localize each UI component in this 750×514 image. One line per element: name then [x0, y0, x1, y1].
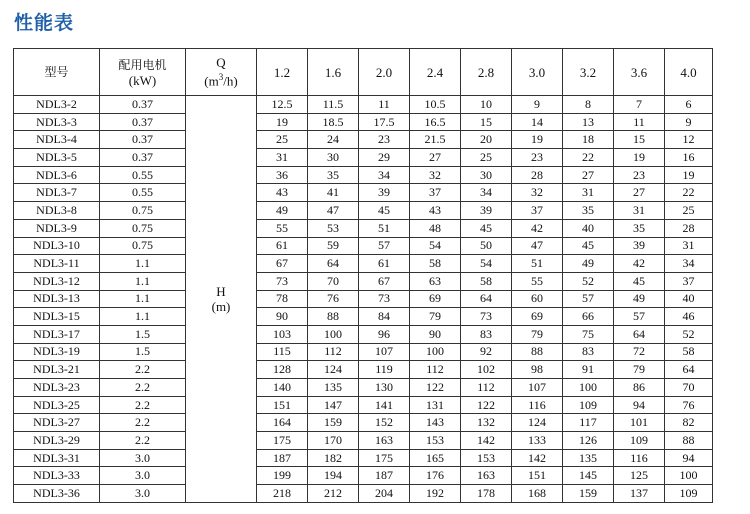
- table-row: [14, 325, 713, 343]
- head-label-cell: [186, 96, 257, 503]
- head-value-cell: 19: [257, 113, 308, 131]
- head-value-cell: 145: [563, 467, 614, 485]
- flow-value-header: 2.8: [461, 49, 512, 96]
- head-value-cell: 100: [308, 325, 359, 343]
- head-value-cell: 140: [257, 379, 308, 397]
- head-value-cell: 57: [614, 308, 665, 326]
- head-value-cell: 94: [614, 396, 665, 414]
- motor-power-cell: 3.0: [100, 485, 186, 503]
- head-value-cell: 49: [563, 255, 614, 273]
- head-value-cell: 32: [512, 184, 563, 202]
- head-value-cell: 35: [563, 202, 614, 220]
- head-value-cell: 7: [614, 96, 665, 114]
- model-cell: NDL3-11: [14, 255, 100, 273]
- motor-power-cell: 1.1: [100, 308, 186, 326]
- head-value-cell: 54: [410, 237, 461, 255]
- head-value-cell: 67: [359, 272, 410, 290]
- model-cell: NDL3-23: [14, 379, 100, 397]
- head-value-cell: 66: [563, 308, 614, 326]
- model-cell: NDL3-10: [14, 237, 100, 255]
- head-value-cell: 23: [359, 131, 410, 149]
- model-column-header: 型号: [14, 49, 100, 96]
- head-value-cell: 69: [410, 290, 461, 308]
- head-value-cell: 133: [512, 432, 563, 450]
- model-cell: NDL3-27: [14, 414, 100, 432]
- head-value-cell: 100: [563, 379, 614, 397]
- head-value-cell: 109: [665, 485, 713, 503]
- motor-power-cell: 2.2: [100, 432, 186, 450]
- model-cell: NDL3-12: [14, 272, 100, 290]
- head-value-cell: 107: [359, 343, 410, 361]
- head-value-cell: 112: [410, 361, 461, 379]
- head-value-cell: 141: [359, 396, 410, 414]
- head-value-cell: 64: [308, 255, 359, 273]
- flow-value-header: 1.6: [308, 49, 359, 96]
- flow-value-header: 3.0: [512, 49, 563, 96]
- head-value-cell: 125: [614, 467, 665, 485]
- head-value-cell: 47: [308, 202, 359, 220]
- head-value-cell: 31: [665, 237, 713, 255]
- head-value-cell: 13: [563, 113, 614, 131]
- head-value-cell: 58: [665, 343, 713, 361]
- model-cell: NDL3-3: [14, 113, 100, 131]
- head-value-cell: 19: [614, 149, 665, 167]
- head-value-cell: 75: [563, 325, 614, 343]
- head-value-cell: 199: [257, 467, 308, 485]
- head-value-cell: 64: [665, 361, 713, 379]
- motor-power-cell: 2.2: [100, 396, 186, 414]
- table-row: [14, 219, 713, 237]
- head-value-cell: 27: [410, 149, 461, 167]
- head-value-cell: 45: [614, 272, 665, 290]
- model-cell: NDL3-2: [14, 96, 100, 114]
- head-value-cell: 109: [614, 432, 665, 450]
- head-value-cell: 18: [563, 131, 614, 149]
- head-value-cell: 27: [563, 166, 614, 184]
- head-value-cell: 130: [359, 379, 410, 397]
- head-value-cell: 10: [461, 96, 512, 114]
- head-value-cell: 170: [308, 432, 359, 450]
- head-value-cell: 100: [410, 343, 461, 361]
- head-value-cell: 52: [563, 272, 614, 290]
- head-value-cell: 116: [614, 449, 665, 467]
- table-row: [14, 467, 713, 485]
- head-value-cell: 164: [257, 414, 308, 432]
- motor-power-cell: 1.5: [100, 325, 186, 343]
- head-value-cell: 32: [410, 166, 461, 184]
- head-value-cell: 128: [257, 361, 308, 379]
- head-value-cell: 19: [665, 166, 713, 184]
- head-value-cell: 98: [512, 361, 563, 379]
- table-row: [14, 379, 713, 397]
- head-value-cell: 24: [308, 131, 359, 149]
- head-value-cell: 11: [359, 96, 410, 114]
- head-value-cell: 25: [665, 202, 713, 220]
- head-value-cell: 194: [308, 467, 359, 485]
- head-value-cell: 82: [665, 414, 713, 432]
- head-value-cell: 46: [665, 308, 713, 326]
- table-row: [14, 237, 713, 255]
- head-value-cell: 39: [461, 202, 512, 220]
- head-value-cell: 39: [359, 184, 410, 202]
- model-cell: NDL3-15: [14, 308, 100, 326]
- head-value-cell: 153: [461, 449, 512, 467]
- model-cell: NDL3-7: [14, 184, 100, 202]
- head-value-cell: 163: [359, 432, 410, 450]
- model-cell: NDL3-25: [14, 396, 100, 414]
- model-cell: NDL3-21: [14, 361, 100, 379]
- head-value-cell: 88: [308, 308, 359, 326]
- head-value-cell: 112: [461, 379, 512, 397]
- performance-table: [13, 48, 713, 503]
- motor-power-cell: 1.5: [100, 343, 186, 361]
- head-value-cell: 6: [665, 96, 713, 114]
- head-value-cell: 67: [257, 255, 308, 273]
- motor-power-cell: 0.37: [100, 149, 186, 167]
- head-value-cell: 42: [614, 255, 665, 273]
- table-row: [14, 308, 713, 326]
- head-value-cell: 151: [257, 396, 308, 414]
- table-row: [14, 149, 713, 167]
- head-value-cell: 34: [461, 184, 512, 202]
- head-value-cell: 12.5: [257, 96, 308, 114]
- head-value-cell: 115: [257, 343, 308, 361]
- head-value-cell: 40: [563, 219, 614, 237]
- head-value-cell: 15: [614, 131, 665, 149]
- head-value-cell: 64: [614, 325, 665, 343]
- head-value-cell: 28: [665, 219, 713, 237]
- head-value-cell: 57: [563, 290, 614, 308]
- head-value-cell: 212: [308, 485, 359, 503]
- head-label-unit: (m): [211, 298, 231, 314]
- table-row: [14, 449, 713, 467]
- head-value-cell: 23: [614, 166, 665, 184]
- head-value-cell: 119: [359, 361, 410, 379]
- head-value-cell: 72: [614, 343, 665, 361]
- head-value-cell: 135: [563, 449, 614, 467]
- head-value-cell: 168: [512, 485, 563, 503]
- head-value-cell: 102: [461, 361, 512, 379]
- model-cell: NDL3-19: [14, 343, 100, 361]
- head-value-cell: 35: [308, 166, 359, 184]
- head-value-cell: 107: [512, 379, 563, 397]
- table-row: [14, 255, 713, 273]
- motor-power-cell: 1.1: [100, 272, 186, 290]
- head-value-cell: 36: [257, 166, 308, 184]
- head-value-cell: 117: [563, 414, 614, 432]
- table-row: [14, 432, 713, 450]
- head-value-cell: 30: [308, 149, 359, 167]
- page-title: 性能表: [14, 12, 75, 34]
- head-value-cell: 43: [257, 184, 308, 202]
- table-body: [14, 96, 713, 503]
- motor-power-cell: 1.1: [100, 290, 186, 308]
- head-value-cell: 25: [257, 131, 308, 149]
- head-value-cell: 112: [308, 343, 359, 361]
- head-value-cell: 55: [257, 219, 308, 237]
- head-value-cell: 41: [308, 184, 359, 202]
- head-value-cell: 94: [665, 449, 713, 467]
- head-value-cell: 147: [308, 396, 359, 414]
- table-row: [14, 113, 713, 131]
- head-value-cell: 45: [461, 219, 512, 237]
- table-row: [14, 343, 713, 361]
- motor-power-cell: 2.2: [100, 361, 186, 379]
- table-row: [14, 485, 713, 503]
- head-value-cell: 61: [257, 237, 308, 255]
- table-row: [14, 166, 713, 184]
- table-row: [14, 396, 713, 414]
- head-value-cell: 109: [563, 396, 614, 414]
- head-value-cell: 192: [410, 485, 461, 503]
- head-value-cell: 131: [410, 396, 461, 414]
- head-value-cell: 69: [512, 308, 563, 326]
- head-value-cell: 37: [512, 202, 563, 220]
- head-value-cell: 9: [665, 113, 713, 131]
- flow-value-header: 2.4: [410, 49, 461, 96]
- model-cell: NDL3-13: [14, 290, 100, 308]
- head-value-cell: 187: [257, 449, 308, 467]
- head-value-cell: 20: [461, 131, 512, 149]
- head-value-cell: 91: [563, 361, 614, 379]
- head-value-cell: 116: [512, 396, 563, 414]
- head-value-cell: 34: [665, 255, 713, 273]
- head-value-cell: 59: [308, 237, 359, 255]
- head-value-cell: 79: [410, 308, 461, 326]
- head-value-cell: 175: [257, 432, 308, 450]
- head-value-cell: 16: [665, 149, 713, 167]
- motor-power-cell: 0.37: [100, 96, 186, 114]
- head-value-cell: 159: [563, 485, 614, 503]
- model-cell: NDL3-36: [14, 485, 100, 503]
- head-value-cell: 79: [614, 361, 665, 379]
- head-value-cell: 52: [665, 325, 713, 343]
- head-value-cell: 126: [563, 432, 614, 450]
- motor-power-cell: 2.2: [100, 379, 186, 397]
- motor-power-cell: 0.75: [100, 219, 186, 237]
- head-value-cell: 175: [359, 449, 410, 467]
- flow-rate-column-header: Q $(m^3/h)$: [186, 49, 257, 96]
- motor-power-cell: 0.55: [100, 166, 186, 184]
- head-value-cell: 163: [461, 467, 512, 485]
- table-row: [14, 414, 713, 432]
- head-value-cell: 100: [665, 467, 713, 485]
- head-value-cell: 29: [359, 149, 410, 167]
- flow-value-header: 3.2: [563, 49, 614, 96]
- head-value-cell: 73: [461, 308, 512, 326]
- head-value-cell: 51: [512, 255, 563, 273]
- head-value-cell: 122: [410, 379, 461, 397]
- head-value-cell: 165: [410, 449, 461, 467]
- head-value-cell: 58: [410, 255, 461, 273]
- head-value-cell: 159: [308, 414, 359, 432]
- head-value-cell: 10.5: [410, 96, 461, 114]
- head-value-cell: 15: [461, 113, 512, 131]
- motor-power-cell: 0.75: [100, 202, 186, 220]
- head-value-cell: 27: [614, 184, 665, 202]
- head-value-cell: 31: [563, 184, 614, 202]
- head-value-cell: 63: [410, 272, 461, 290]
- head-value-cell: 137: [614, 485, 665, 503]
- head-value-cell: 60: [512, 290, 563, 308]
- head-value-cell: 39: [614, 237, 665, 255]
- motor-power-cell: 3.0: [100, 467, 186, 485]
- model-cell: NDL3-31: [14, 449, 100, 467]
- head-value-cell: 124: [512, 414, 563, 432]
- model-cell: NDL3-6: [14, 166, 100, 184]
- head-value-cell: 12: [665, 131, 713, 149]
- head-value-cell: 47: [512, 237, 563, 255]
- head-value-cell: 19: [512, 131, 563, 149]
- head-value-cell: 142: [461, 432, 512, 450]
- motor-power-cell: 2.2: [100, 414, 186, 432]
- head-value-cell: 57: [359, 237, 410, 255]
- head-value-cell: 8: [563, 96, 614, 114]
- head-value-cell: 22: [665, 184, 713, 202]
- head-value-cell: 90: [410, 325, 461, 343]
- table-row: [14, 361, 713, 379]
- head-value-cell: 53: [308, 219, 359, 237]
- head-value-cell: 61: [359, 255, 410, 273]
- table-row: [14, 202, 713, 220]
- head-value-cell: 176: [410, 467, 461, 485]
- head-value-cell: 86: [614, 379, 665, 397]
- head-value-cell: 182: [308, 449, 359, 467]
- head-value-cell: 143: [410, 414, 461, 432]
- head-value-cell: 124: [308, 361, 359, 379]
- motor-power-cell: 0.37: [100, 131, 186, 149]
- head-value-cell: 142: [512, 449, 563, 467]
- model-cell: NDL3-5: [14, 149, 100, 167]
- head-value-cell: 49: [257, 202, 308, 220]
- head-value-cell: 23: [512, 149, 563, 167]
- head-value-cell: 45: [359, 202, 410, 220]
- head-value-cell: 178: [461, 485, 512, 503]
- head-value-cell: 103: [257, 325, 308, 343]
- head-value-cell: 31: [614, 202, 665, 220]
- head-value-cell: 54: [461, 255, 512, 273]
- flow-value-header: 2.0: [359, 49, 410, 96]
- head-value-cell: 49: [614, 290, 665, 308]
- flow-value-header: 4.0: [665, 49, 713, 96]
- head-value-cell: 153: [410, 432, 461, 450]
- head-value-cell: 35: [614, 219, 665, 237]
- head-value-cell: 11: [614, 113, 665, 131]
- head-value-cell: 84: [359, 308, 410, 326]
- head-value-cell: 70: [308, 272, 359, 290]
- head-value-cell: 31: [257, 149, 308, 167]
- head-value-cell: 78: [257, 290, 308, 308]
- head-value-cell: 64: [461, 290, 512, 308]
- model-cell: NDL3-17: [14, 325, 100, 343]
- head-value-cell: 132: [461, 414, 512, 432]
- head-value-cell: 30: [461, 166, 512, 184]
- head-value-cell: 151: [512, 467, 563, 485]
- head-value-cell: 14: [512, 113, 563, 131]
- head-value-cell: 83: [563, 343, 614, 361]
- head-value-cell: 37: [665, 272, 713, 290]
- head-value-cell: 50: [461, 237, 512, 255]
- head-value-cell: 48: [410, 219, 461, 237]
- head-value-cell: 22: [563, 149, 614, 167]
- flow-value-header: 1.2: [257, 49, 308, 96]
- table-row: [14, 290, 713, 308]
- head-value-cell: 11.5: [308, 96, 359, 114]
- table-row: [14, 96, 713, 114]
- head-value-cell: 90: [257, 308, 308, 326]
- head-value-cell: 42: [512, 219, 563, 237]
- head-value-cell: 40: [665, 290, 713, 308]
- head-value-cell: 70: [665, 379, 713, 397]
- head-value-cell: 58: [461, 272, 512, 290]
- motor-power-cell: 0.75: [100, 237, 186, 255]
- head-value-cell: 135: [308, 379, 359, 397]
- head-value-cell: 16.5: [410, 113, 461, 131]
- model-cell: NDL3-8: [14, 202, 100, 220]
- head-value-cell: 43: [410, 202, 461, 220]
- head-value-cell: 73: [257, 272, 308, 290]
- header-row: [14, 49, 713, 96]
- head-value-cell: 55: [512, 272, 563, 290]
- table-row: [14, 184, 713, 202]
- head-value-cell: 122: [461, 396, 512, 414]
- head-value-cell: 73: [359, 290, 410, 308]
- head-value-cell: 83: [461, 325, 512, 343]
- head-value-cell: 76: [665, 396, 713, 414]
- flow-value-header: 3.6: [614, 49, 665, 96]
- head-value-cell: 88: [512, 343, 563, 361]
- head-value-cell: 28: [512, 166, 563, 184]
- head-value-cell: 45: [563, 237, 614, 255]
- table-row: [14, 272, 713, 290]
- motor-power-cell: 1.1: [100, 255, 186, 273]
- table-row: [14, 131, 713, 149]
- head-value-cell: 37: [410, 184, 461, 202]
- model-cell: NDL3-9: [14, 219, 100, 237]
- head-value-cell: 92: [461, 343, 512, 361]
- head-value-cell: 79: [512, 325, 563, 343]
- head-value-cell: 187: [359, 467, 410, 485]
- head-label-symbol: H: [216, 283, 226, 299]
- model-cell: NDL3-29: [14, 432, 100, 450]
- head-value-cell: 88: [665, 432, 713, 450]
- motor-power-cell: 0.55: [100, 184, 186, 202]
- head-value-cell: 218: [257, 485, 308, 503]
- head-value-cell: 21.5: [410, 131, 461, 149]
- head-value-cell: 204: [359, 485, 410, 503]
- model-cell: NDL3-4: [14, 131, 100, 149]
- head-value-cell: 9: [512, 96, 563, 114]
- head-value-cell: 96: [359, 325, 410, 343]
- motor-power-cell: 0.37: [100, 113, 186, 131]
- head-value-cell: 101: [614, 414, 665, 432]
- motor-power-cell: 3.0: [100, 449, 186, 467]
- motor-power-column-header: 配用电机 (kW): [100, 49, 186, 96]
- head-value-cell: 18.5: [308, 113, 359, 131]
- head-value-cell: 17.5: [359, 113, 410, 131]
- head-value-cell: 76: [308, 290, 359, 308]
- head-value-cell: 25: [461, 149, 512, 167]
- model-cell: NDL3-33: [14, 467, 100, 485]
- head-value-cell: 152: [359, 414, 410, 432]
- head-value-cell: 51: [359, 219, 410, 237]
- head-value-cell: 34: [359, 166, 410, 184]
